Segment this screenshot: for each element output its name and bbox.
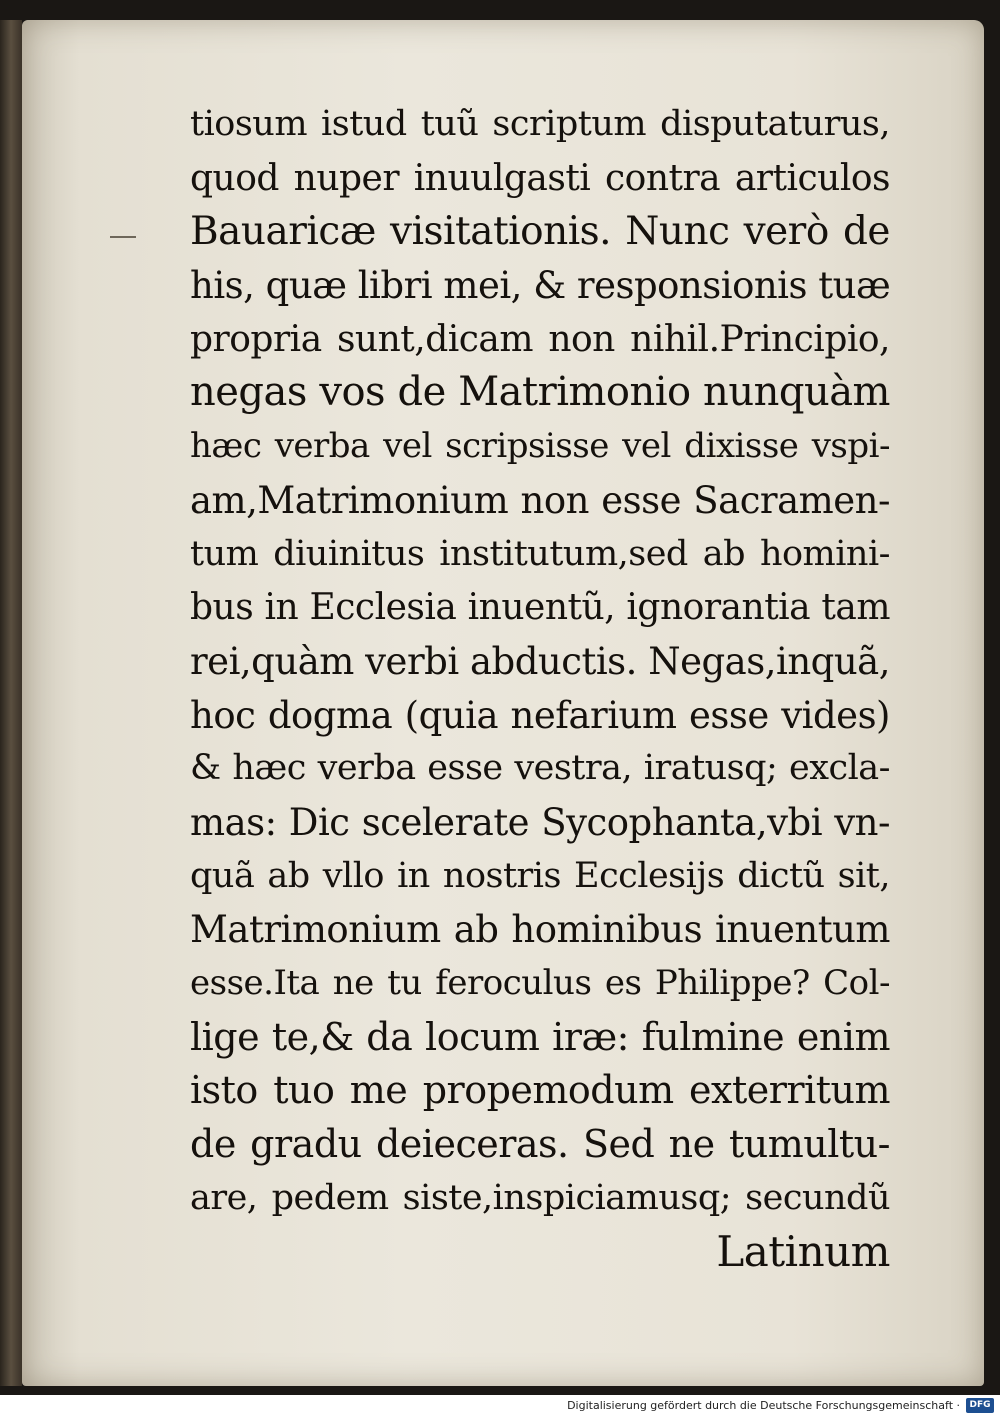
text-line: his, quæ libri mei, & responsionis tuæ [190, 264, 891, 308]
text-line: esse.Ita ne tu feroculus es Philippe? Col- [190, 963, 890, 1003]
text-line: isto tuo me propemodum exterritum [190, 1068, 890, 1113]
digitization-footer [0, 1395, 1000, 1417]
text-line: & hæc verba esse vestra, iratusq; excla- [190, 748, 890, 789]
text-line: lige te,& da locum iræ: fulmine enim [190, 1014, 890, 1059]
text-line: quã ab vllo in nostris Ecclesijs dictũ sit, [190, 855, 890, 896]
text-line: propria sunt,dicam non nihil.Principio, [190, 318, 890, 360]
catchword: Latinum [716, 1227, 890, 1277]
text-line: bus in Ecclesia inuentũ, ignorantia tam [190, 587, 890, 629]
text-line: tiosum istud tuũ scriptum disputaturus, [190, 104, 890, 144]
text-line: negas vos de Matrimonio nunquàm [190, 369, 890, 416]
text-line: hoc dogma (quia nefarium esse vides) [190, 693, 890, 737]
book-spine-edge [0, 20, 22, 1386]
text-line: mas: Dic scelerate Sycophanta,vbi vn- [190, 800, 890, 844]
text-line: tum diuinitus institutum,sed ab homini- [190, 533, 890, 574]
text-line: Bauaricæ visitationis. Nunc verò de [190, 209, 890, 255]
margin-dash-mark [110, 236, 136, 238]
latin-text-block [190, 98, 890, 1279]
text-line: am,Matrimonium non esse Sacramen- [190, 478, 890, 522]
text-line: quod nuper inuulgasti contra articulos [190, 157, 890, 199]
text-line: hæc verba vel scripsisse vel dixisse vspi- [190, 426, 890, 467]
dfg-logo: DFG [966, 1398, 994, 1413]
text-line: de gradu deieceras. Sed ne tumultu- [190, 1122, 890, 1167]
text-line: Matrimonium ab hominibus inuentum [190, 908, 890, 952]
text-line: are, pedem siste,inspiciamusq; secundũ [190, 1177, 890, 1218]
text-line: rei,quàm verbi abductis. Negas,inquã, [190, 639, 890, 683]
funding-credit: Digitalisierung gefördert durch die Deutsche Forschungsgemeinschaft · [567, 1399, 960, 1412]
